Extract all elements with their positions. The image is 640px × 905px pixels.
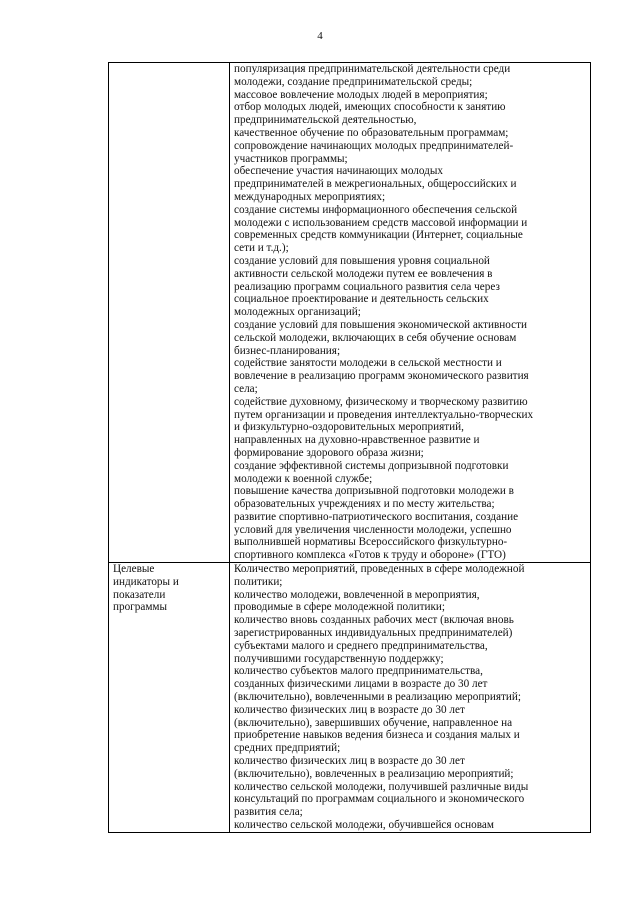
row-text-cell-indicators <box>230 563 591 833</box>
page-number: 4 <box>317 30 323 42</box>
text-line: содействие духовному, физическому и творческому развитию <box>234 395 528 408</box>
text-line: условий для увеличения численности молодежи, успешно <box>234 523 512 536</box>
text-line: молодежных организаций; <box>234 306 361 319</box>
text-line: участников программы; <box>234 152 348 165</box>
text-line: средних предприятий; <box>234 742 341 755</box>
table-row <box>109 563 591 833</box>
text-line: предпринимательской деятельностью, <box>234 114 417 127</box>
text-line: формирование здорового образа жизни; <box>234 446 424 459</box>
text-line: развития села; <box>234 806 303 819</box>
program-table <box>108 62 591 833</box>
text-line: современных средств коммуникации (Интернет, социальные <box>234 229 523 242</box>
label-line: программы <box>113 601 167 614</box>
row-label-cell-indicators <box>109 563 230 833</box>
text-line: вовлечение в реализацию программ экономического развития <box>234 370 529 383</box>
row-label-cell <box>109 63 230 563</box>
text-line: образовательных учреждениях и по месту жительства; <box>234 498 495 511</box>
text-line: (включительно), завершивших обучение, направленное на <box>234 716 513 729</box>
text-line: создание условий для повышения экономической активности <box>234 318 527 331</box>
text-line: направленных на духовно-нравственное развитие и <box>234 434 480 447</box>
text-line: получившими государственную поддержку; <box>234 652 444 665</box>
text-line: создание системы информационного обеспечения сельской <box>234 203 518 216</box>
text-line: сети и т.д.); <box>234 242 289 255</box>
text-line: развитие спортивно-патриотического воспитания, создание <box>234 510 519 523</box>
text-line: политики; <box>234 575 283 588</box>
row-text-cell <box>230 63 591 563</box>
text-line: количество субъектов малого предпринимательства, <box>234 665 483 678</box>
text-line: содействие занятости молодежи в сельской местности и <box>234 357 502 370</box>
text-line: международных мероприятиях; <box>234 190 386 203</box>
text-line: приобретение навыков ведения бизнеса и создания малых и <box>234 729 520 742</box>
text-line: популяризация предпринимательской деятельности среди <box>234 63 511 75</box>
text-line: создание условий для повышения уровня социальной <box>234 254 490 267</box>
text-line: количество сельской молодежи, обучившейся основам <box>234 819 494 832</box>
text-line: созданных физическими лицами в возрасте до 30 лет <box>234 678 488 691</box>
label-line: показатели <box>113 588 166 601</box>
text-line: бизнес-планирования; <box>234 344 341 357</box>
text-line: и физкультурно-оздоровительных мероприятий, <box>234 421 464 434</box>
text-line: села; <box>234 382 258 395</box>
text-line: консультаций по программам социального и экономического <box>234 793 525 806</box>
text-line: количество физических лиц в возрасте до 30 лет <box>234 755 465 768</box>
text-line: путем организации и проведения интеллектуально-творческих <box>234 408 534 421</box>
label-line: Целевые <box>113 563 155 576</box>
text-line: (включительно), вовлеченных в реализацию мероприятий; <box>234 767 514 780</box>
text-line: отбор молодых людей, имеющих способности к занятию <box>234 101 506 114</box>
text-line: выполнившей нормативы Всероссийского физкультурно- <box>234 536 508 549</box>
text-line: создание эффективной системы допризывной подготовки <box>234 459 509 472</box>
text-line: молодежи к военной службе; <box>234 472 373 485</box>
text-line: социальное проектирование и деятельность сельских <box>234 293 489 306</box>
text-line: зарегистрированных индивидуальных предпринимателей) <box>234 627 513 640</box>
text-line: активности сельской молодежи путем ее вовлечения в <box>234 267 493 280</box>
text-line: Количество мероприятий, проведенных в сфере молодежной <box>234 563 525 576</box>
text-line: субъектами малого и среднего предпринимательства, <box>234 639 488 652</box>
text-line: количество физических лиц в возрасте до 30 лет <box>234 703 465 716</box>
text-line: повышение качества допризывной подготовки молодежи в <box>234 485 514 498</box>
text-line: сельской молодежи, включающих в себя обучение основам <box>234 331 517 344</box>
text-line: количество молодежи, вовлеченной в мероприятия, <box>234 588 480 601</box>
text-line: предпринимателей в межрегиональных, общероссийских и <box>234 178 517 191</box>
text-line: обеспечение участия начинающих молодых <box>234 165 443 178</box>
text-line: молодежи, создание предпринимательской среды; <box>234 75 473 88</box>
table-row <box>109 63 591 563</box>
label-line: индикаторы и <box>113 575 179 588</box>
text-line: спортивного комплекса «Готов к труду и обороне» (ГТО) <box>234 549 506 562</box>
text-line: массовое вовлечение молодых людей в мероприятия; <box>234 88 488 101</box>
text-line: (включительно), вовлеченными в реализацию мероприятий; <box>234 691 522 704</box>
text-line: количество сельской молодежи, получившей различные виды <box>234 780 529 793</box>
text-line: качественное обучение по образовательным программам; <box>234 126 509 139</box>
text-line: молодежи с использованием средств массовой информации и <box>234 216 528 229</box>
text-line: сопровождение начинающих молодых предпринимателей- <box>234 139 514 152</box>
text-line: количество вновь созданных рабочих мест (включая вновь <box>234 614 514 627</box>
text-line: проводимые в сфере молодежной политики; <box>234 601 445 614</box>
text-line: реализацию программ социального развития села через <box>234 280 500 293</box>
